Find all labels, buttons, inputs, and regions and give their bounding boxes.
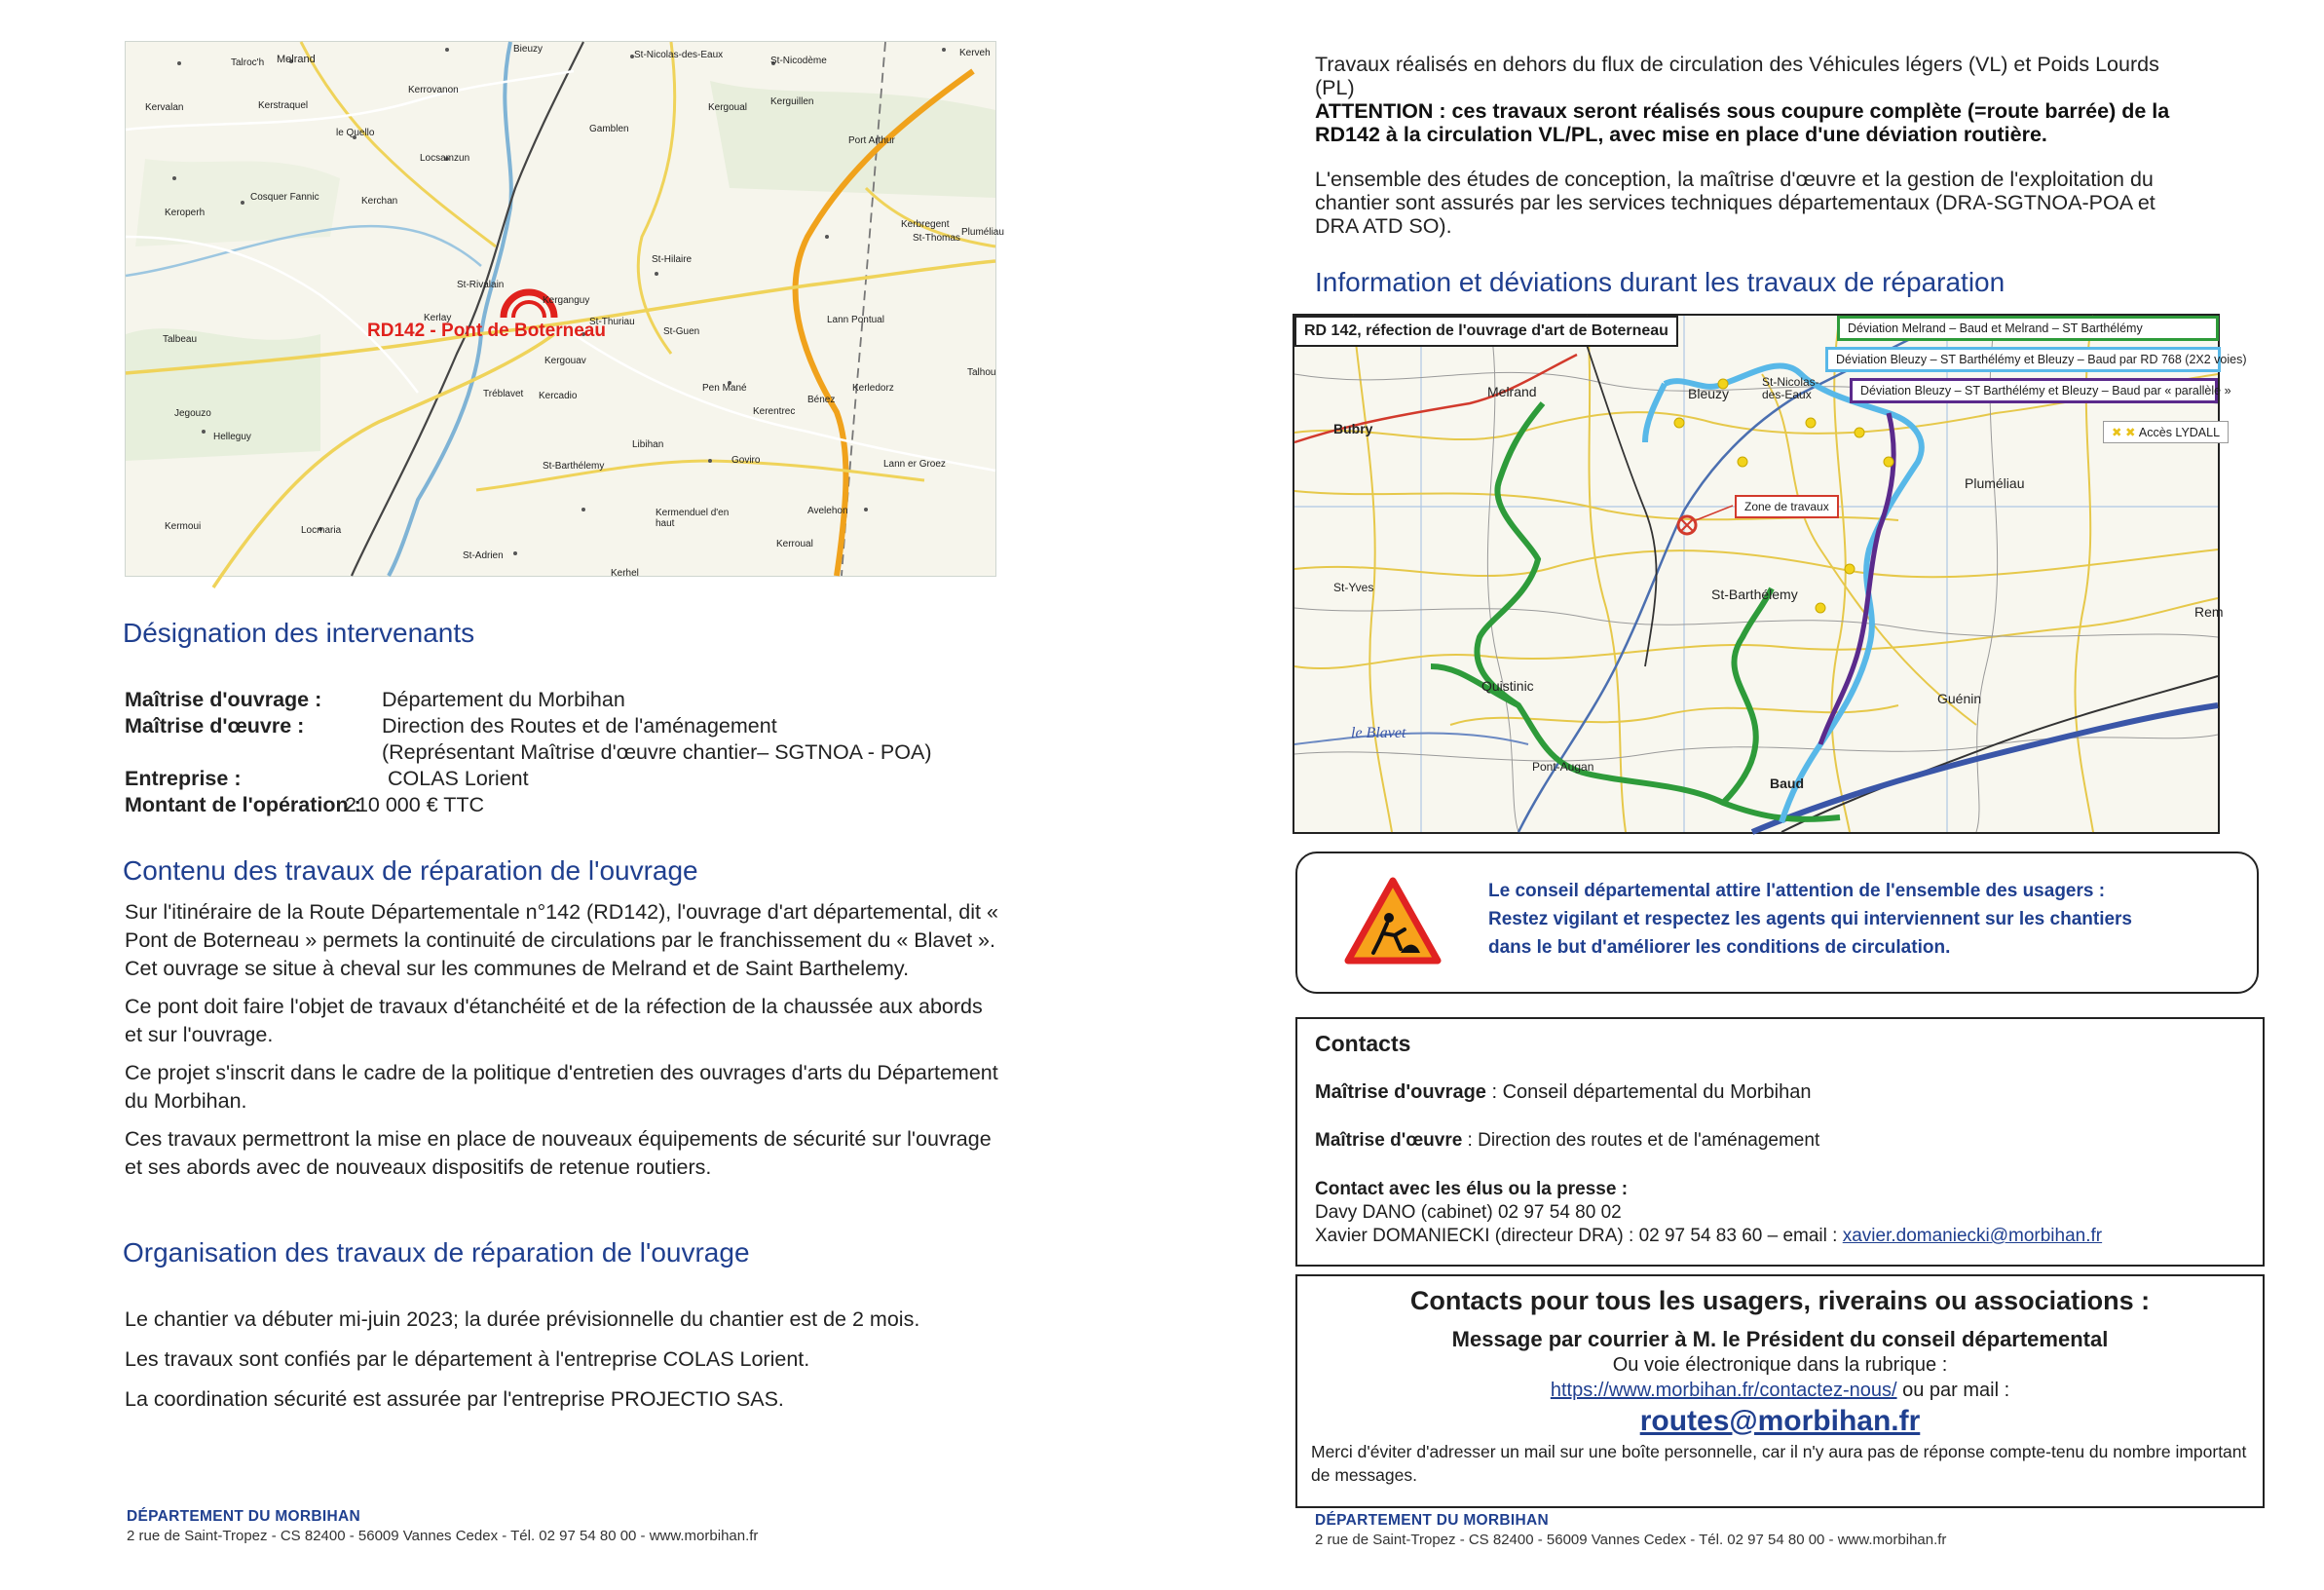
users-contact-box <box>1295 1274 2265 1508</box>
map-place: Lann er Groez <box>883 459 946 470</box>
intervenant-label: Maîtrise d'œuvre : <box>125 714 305 738</box>
map-place: Lann Pontual <box>827 315 884 325</box>
intervenant-label: Entreprise : <box>125 767 242 790</box>
map-place: Libihan <box>632 439 664 450</box>
section-title-organisation: Organisation des travaux de réparation de l'ouvrage <box>123 1237 750 1268</box>
map-town: St-Nicolas-des-Eaux <box>1762 375 1819 401</box>
map-town: le Blavet <box>1351 725 1406 741</box>
deviation-map <box>1293 314 2247 834</box>
map-place: St-Adrien <box>463 550 504 561</box>
intervenant-row <box>125 712 982 738</box>
paragraph: Sur l'itinéraire de la Route Départementale n°142 (RD142), l'ouvrage d'art départemental, dit « Pont de Boterneau » permets la continuité de circulations par le franchissement du « Blavet ». <box>125 900 998 952</box>
intervenant-label: Maîtrise d'ouvrage : <box>125 688 322 711</box>
map-place: Cosquer Fannic <box>250 192 319 203</box>
users-url-line <box>1297 1380 2263 1402</box>
map-place: Talhou <box>967 367 996 378</box>
contacts-press-2-text: Xavier DOMANIECKI (directeur DRA) : 02 97 54 83 60 – email : <box>1315 1226 1843 1246</box>
routes-email-link[interactable]: routes@morbihan.fr <box>1639 1405 1921 1437</box>
map-place: Kerhel <box>611 568 639 579</box>
intervenant-value: 210 000 € TTC <box>345 793 485 816</box>
map-place: Kerroual <box>776 539 813 549</box>
map-town: Rem <box>2194 604 2224 620</box>
legend-green <box>1837 316 2219 341</box>
contacts-press-label: Contact avec les élus ou la presse : <box>1315 1179 1629 1199</box>
map-place: Kerlay <box>424 313 452 323</box>
paragraph: Les travaux sont confiés par le département à l'entreprise COLAS Lorient. <box>125 1347 810 1371</box>
map-place: Keroperh <box>165 208 206 218</box>
lydall-icon: ✖ ✖ <box>2112 426 2139 439</box>
map-town: Guénin <box>1937 691 1982 706</box>
users-email-line <box>1297 1405 2263 1438</box>
map-place: Kerganguy <box>543 295 590 306</box>
warning-box <box>1295 852 2259 994</box>
map-place: Kerledorz <box>852 383 894 394</box>
footer-address: 2 rue de Saint-Tropez - CS 82400 - 56009 Vannes Cedex - Tél. 02 97 54 80 00 - www.morbihan.fr <box>1315 1532 1947 1548</box>
map-place: Kerstraquel <box>258 100 309 111</box>
organisation-text <box>125 1306 1001 1414</box>
users-note: Merci d'éviter d'adresser un mail sur une boîte personnelle, car il n'y aura pas de réponse compte-tenu du nombre important de messages. <box>1311 1442 2247 1485</box>
map-place: Tréblavet <box>483 389 524 399</box>
paragraph: La coordination sécurité est assurée par l'entreprise PROJECTIO SAS. <box>125 1387 784 1411</box>
contacts-title: Contacts <box>1315 1031 1411 1056</box>
section-title-intervenants: Désignation des intervenants <box>123 618 475 648</box>
footer-organisation: DÉPARTEMENT DU MORBIHAN <box>1315 1512 1549 1529</box>
map-place: Talroc'h <box>231 57 265 68</box>
location-map <box>125 41 1004 579</box>
map-place: Kergoual <box>708 102 748 113</box>
bridge-label: RD142 - Pont de Boterneau <box>367 321 606 341</box>
map-town: St-Barthélemy <box>1711 587 1798 602</box>
map-place: Kerchan <box>361 196 398 207</box>
paragraph: Ce pont doit faire l'objet de travaux d'étanchéité et de la réfection de la chaussée aux abords et sur l'ouvrage. <box>125 995 983 1046</box>
map-place: Locsamzun <box>420 153 470 164</box>
map-place: St-Hilaire <box>652 254 693 265</box>
contacts-mo-label: Maîtrise d'ouvrage <box>1315 1081 1486 1103</box>
map-place: Bénez <box>807 395 836 405</box>
legend-label: Déviation Bleuzy – ST Barthélémy et Bleuzy – Baud par « parallèle » <box>1860 384 2231 398</box>
location-map-graphic <box>126 42 995 576</box>
legend-label: Déviation Melrand – Baud et Melrand – ST Barthélémy <box>1848 322 2143 335</box>
intro-line: Travaux réalisés en dehors du flux de circulation des Véhicules légers (VL) et Poids Lourds (PL) <box>1315 53 2159 99</box>
intervenant-row <box>125 686 982 712</box>
map-place: Port Arthur <box>848 135 895 146</box>
map-town: Baud <box>1770 776 1804 791</box>
intro-services: L'ensemble des études de conception, la maîtrise d'œuvre et la gestion de l'exploitation du chantier sont assurés par les services techniques départementaux (DRA-SGTNOA-POA et DRA ATD SO). <box>1315 168 2155 238</box>
intervenants-list <box>125 686 982 817</box>
map-place: St-Rivalain <box>457 280 505 290</box>
footer-organisation: DÉPARTEMENT DU MORBIHAN <box>127 1508 360 1525</box>
map-place: Gamblen <box>589 124 629 134</box>
footer-address: 2 rue de Saint-Tropez - CS 82400 - 56009 Vannes Cedex - Tél. 02 97 54 80 00 - www.morbihan.fr <box>127 1528 759 1544</box>
intervenant-row <box>125 738 982 765</box>
users-url-suffix: ou par mail : <box>1896 1380 2010 1401</box>
intervenant-value: COLAS Lorient <box>388 767 529 790</box>
map-place: Locmaria <box>301 525 342 536</box>
contacts-moe-value: : Direction des routes et de l'aménagement <box>1462 1130 1820 1151</box>
map-place: St-Nicodème <box>770 56 827 66</box>
paragraph: Ces travaux permettront la mise en place de nouveaux équipements de sécurité sur l'ouvrage et ses abords avec de nouveaux dispositifs de retenue routiers. <box>125 1127 992 1179</box>
map-place: Pluméliau <box>961 227 1004 238</box>
map-place: St-Nicolas-des-Eaux <box>634 50 724 60</box>
map-place: Kervalan <box>145 102 184 113</box>
legend-purple <box>1850 378 2231 403</box>
warning-text <box>1488 877 2132 962</box>
contacts-moe-label: Maîtrise d'œuvre <box>1315 1130 1463 1151</box>
map-town: Bleuzy <box>1688 386 1730 401</box>
paragraph: Ce projet s'inscrit dans le cadre de la politique d'entretien des ouvrages d'arts du Département du Morbihan. <box>125 1061 998 1113</box>
legend-label: Déviation Bleuzy – ST Barthélémy et Bleuzy – Baud par RD 768 (2X2 voies) <box>1836 353 2247 366</box>
legend-yellow <box>2103 421 2229 443</box>
map-place: Kerbregent <box>901 219 950 230</box>
legend-label: Accès LYDALL <box>2138 426 2221 439</box>
map-place: St-Thuriau <box>589 317 635 327</box>
map-town: Pluméliau <box>1965 475 2025 491</box>
users-title: Contacts pour tous les usagers, riverains ou associations : <box>1409 1286 2151 1315</box>
map-place: Melrand <box>277 54 316 65</box>
contacts-mo <box>1315 1081 1811 1104</box>
map-town: Bubry <box>1333 421 1373 436</box>
contacts-press-1: Davy DANO (cabinet) 02 97 54 80 02 <box>1315 1202 1622 1223</box>
map-place: Talbeau <box>163 334 198 345</box>
map-place: Kercadio <box>539 391 578 401</box>
paragraph: Le chantier va débuter mi-juin 2023; la durée prévisionnelle du chantier est de 2 mois. <box>125 1307 920 1331</box>
map-place: St-Guen <box>663 326 700 337</box>
section-title-contenu: Contenu des travaux de réparation de l'ouvrage <box>123 855 698 886</box>
contact-url-link[interactable]: https://www.morbihan.fr/contactez-nous/ <box>1550 1380 1897 1401</box>
map-place: St-Barthélemy <box>543 461 605 472</box>
contacts-box <box>1295 1017 2265 1267</box>
map-place: Kerrovanon <box>408 85 459 95</box>
roadworks-sign-icon <box>1344 877 1442 965</box>
map-town: Pont-Augan <box>1532 760 1594 774</box>
map-place: Kerentrec <box>753 406 796 417</box>
warning-line: dans le but d'améliorer les conditions de circulation. <box>1488 937 1951 958</box>
intervenant-label: Montant de l'opération : <box>125 793 361 816</box>
warning-line: Le conseil départemental attire l'attention de l'ensemble des usagers : <box>1488 881 2106 901</box>
map-place: Kermenduel d'en haut <box>656 508 730 529</box>
intro-warning: ATTENTION : ces travaux seront réalisés sous coupure complète (=route barrée) de la RD142 à la circulation VL/PL, avec mise en place d'une déviation routière. <box>1315 99 2170 146</box>
map-title: RD 142, réfection de l'ouvrage d'art de Boterneau <box>1294 316 1678 347</box>
intervenant-value: (Représentant Maîtrise d'œuvre chantier– SGTNOA - POA) <box>382 740 932 764</box>
users-line1: Message par courrier à M. le Président du conseil départemental <box>1451 1327 2109 1351</box>
contenu-text <box>125 898 1001 1182</box>
intervenant-row <box>125 765 982 791</box>
contacts-moe <box>1315 1130 1819 1152</box>
map-place: Goviro <box>731 455 761 466</box>
map-town: St-Yves <box>1333 581 1374 594</box>
intervenant-value: Direction des Routes et de l'aménagement <box>382 714 777 738</box>
contacts-press-2 <box>1315 1226 2102 1247</box>
intro-block <box>1315 53 2192 238</box>
map-place: le Quello <box>336 128 375 138</box>
section-title-deviations: Information et déviations durant les travaux de réparation <box>1315 267 2005 297</box>
intervenant-row <box>125 791 982 817</box>
intervenant-value: Département du Morbihan <box>382 688 625 711</box>
map-place: Pen Mané <box>702 383 747 394</box>
press-email-link[interactable]: xavier.domaniecki@morbihan.fr <box>1842 1226 2103 1246</box>
map-place: Avelehon <box>807 506 848 516</box>
map-place: Kergouav <box>544 356 586 366</box>
map-place: Kermoui <box>165 521 202 532</box>
zone-travaux-label: Zone de travaux <box>1735 495 1839 518</box>
map-place: St-Thomas <box>913 233 960 244</box>
map-place: Jegouzo <box>174 408 211 419</box>
legend-blue <box>1825 347 2247 372</box>
contacts-mo-value: : Conseil départemental du Morbihan <box>1485 1081 1812 1103</box>
paragraph: Cet ouvrage se situe à cheval sur les communes de Melrand et de Saint Barthelemy. <box>125 957 910 980</box>
warning-line: Restez vigilant et respectez les agents qui interviennent sur les chantiers <box>1488 909 2133 929</box>
map-town: Quistinic <box>1481 678 1534 694</box>
map-place: Kerguillen <box>770 96 814 107</box>
users-line2: Ou voie électronique dans la rubrique : <box>1612 1354 1948 1376</box>
map-town: Melrand <box>1487 384 1537 399</box>
map-place: Kerveh <box>959 48 991 58</box>
map-place: Helleguy <box>213 432 251 442</box>
map-place: Bieuzy <box>513 44 544 55</box>
